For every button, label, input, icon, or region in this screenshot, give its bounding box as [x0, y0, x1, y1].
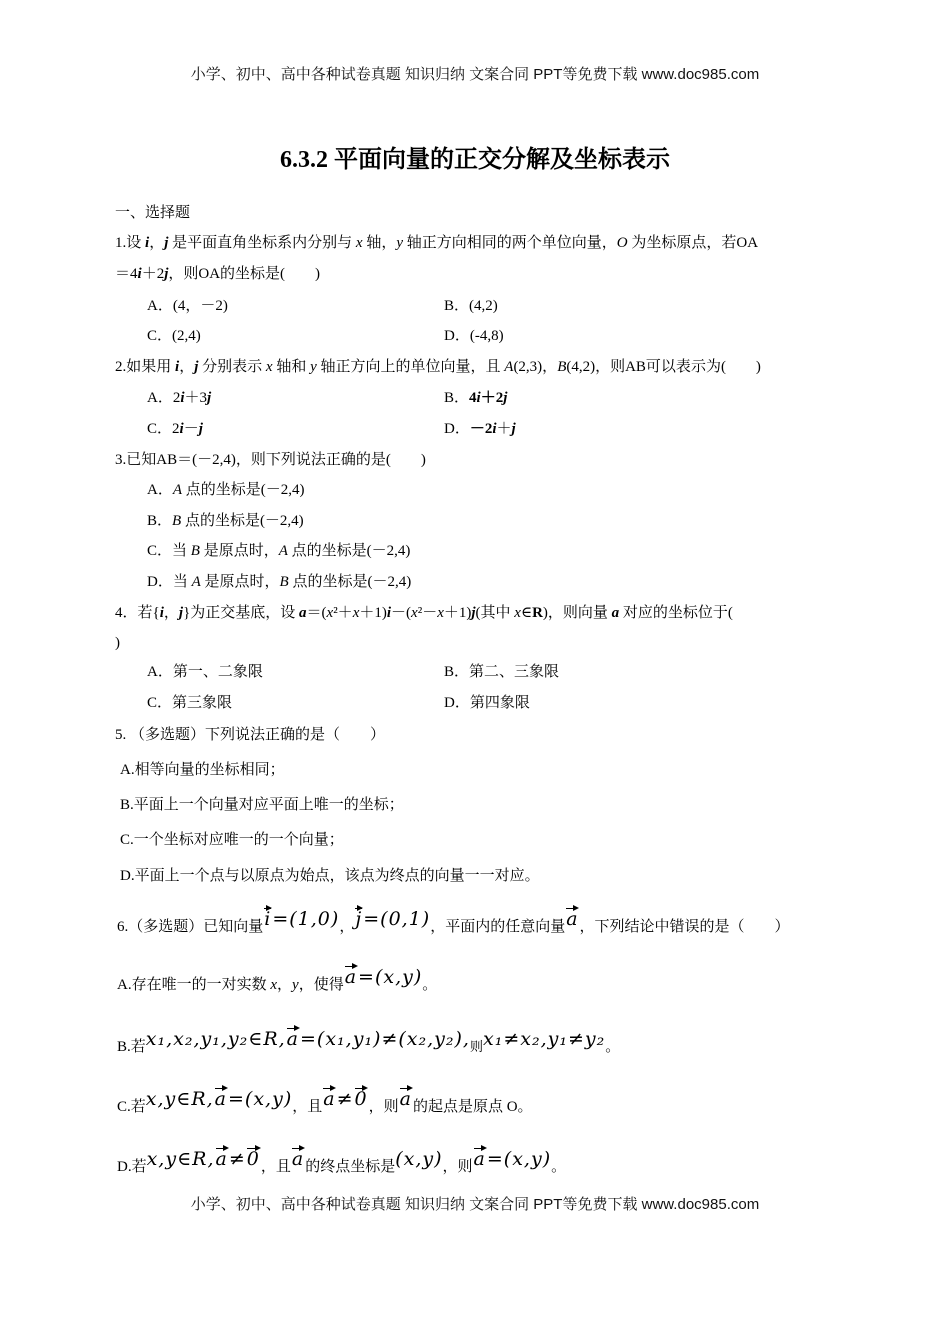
math-expression: x₁≠x₂,y₁≠y₂	[483, 1028, 606, 1050]
option-text: 2	[172, 421, 180, 437]
math-expression: =(x,y)	[228, 1088, 293, 1110]
stem-text: 轴正方向上的单位向量，且	[316, 359, 505, 375]
vector-i: i	[386, 605, 392, 621]
option-label: B．	[444, 298, 470, 314]
vector-a: a	[291, 1148, 305, 1170]
stem-text: ＝(	[306, 605, 327, 621]
option-label: D．	[444, 328, 470, 344]
option-text: 第一、二象限	[172, 664, 263, 680]
vector-i: i	[145, 235, 150, 251]
vector-j: j	[194, 359, 199, 375]
math-expression: (x,y)	[395, 1148, 443, 1170]
point-a: A	[504, 359, 514, 375]
math-expression: =(1,0)	[272, 908, 340, 930]
stem-text: 分别表示	[198, 359, 266, 375]
stem-text: ，	[339, 919, 355, 935]
question-6-option-c	[117, 1090, 533, 1120]
option-text: D.若	[117, 1159, 147, 1175]
vector-a: a	[214, 1088, 227, 1110]
option-label: D．	[147, 574, 173, 590]
option-text: ，使得	[298, 977, 344, 993]
question-1-stem-line-1	[115, 232, 758, 254]
option-text: 4	[469, 390, 477, 406]
vector-a: a	[566, 908, 579, 930]
option-text: 点的坐标是(－2,4)	[181, 513, 304, 529]
math-expression: x,y∈R,	[145, 1088, 214, 1110]
vector-j: j	[198, 421, 203, 437]
option-text: 第四象限	[469, 695, 530, 711]
stem-text: ²＋	[333, 605, 353, 621]
variable-y: y	[292, 977, 299, 993]
point-b: B	[279, 574, 289, 590]
option-text: (2,4)	[172, 328, 201, 344]
vector-a: a	[323, 1088, 336, 1110]
option-text: ＋3	[184, 390, 208, 406]
vector-a: a	[611, 605, 620, 621]
stem-text: ，	[179, 359, 195, 375]
question-2-option-d	[444, 418, 516, 440]
option-label: C．	[147, 328, 173, 344]
question-3-option-c	[147, 540, 410, 562]
option-label: B．	[444, 664, 470, 680]
option-label: A．	[147, 664, 173, 680]
stem-text: (2,3)，	[513, 359, 558, 375]
question-5-option-b: B.平面上一个向量对应平面上唯一的坐标；	[120, 797, 404, 813]
section-heading: 一、选择题	[115, 205, 191, 221]
stem-text: 为坐标原点，若OA	[627, 235, 759, 251]
stem-text: )，则向量	[542, 605, 612, 621]
stem-text: 对应的坐标位于(	[619, 605, 733, 621]
option-text: ＋2	[480, 390, 504, 406]
stem-text: ，平面内的任意向量	[430, 919, 566, 935]
question-1-option-d	[444, 325, 504, 347]
option-text: 当	[172, 574, 192, 590]
question-5-option-a: A.相等向量的坐标相同；	[120, 762, 285, 778]
option-text: 是原点时，	[199, 543, 279, 559]
question-2-option-a	[147, 387, 211, 409]
option-label: B．	[147, 513, 173, 529]
stem-text: ＋1)	[359, 605, 387, 621]
stem-text: 轴，	[362, 235, 397, 251]
stem-text: ∈	[520, 605, 533, 621]
question-1-option-c	[147, 325, 201, 347]
vector-i: i	[159, 605, 164, 621]
option-text: ，且	[260, 1159, 291, 1175]
vector-a: a	[299, 605, 307, 621]
vector-j: j	[471, 605, 476, 621]
option-text: ，且	[292, 1099, 323, 1115]
stem-text: ，则OA的坐标是( )	[168, 266, 321, 282]
question-4-option-a	[147, 661, 263, 683]
question-2-option-b	[444, 387, 507, 409]
variable-x: x	[411, 605, 418, 621]
stem-text: ＋2	[141, 266, 165, 282]
vector-a: a	[399, 1088, 412, 1110]
question-3-option-d	[147, 571, 411, 593]
variable-x: x	[437, 605, 444, 621]
question-6-option-d	[117, 1150, 566, 1180]
vector-j: j	[178, 605, 184, 621]
vector-j: j	[511, 421, 516, 437]
variable-x: x	[352, 605, 360, 621]
option-text: 的起点是原点 O。	[412, 1099, 533, 1115]
option-text: C.若	[117, 1099, 146, 1115]
option-label: A．	[147, 390, 173, 406]
math-expression: x₁,x₂,y₁,y₂∈R,	[145, 1028, 286, 1050]
question-6-stem	[117, 910, 790, 940]
vector-a: a	[286, 1028, 299, 1050]
option-label: A．	[147, 482, 173, 498]
vector-a: a	[215, 1148, 228, 1170]
point-o: O	[616, 235, 628, 251]
vector-i: i	[175, 359, 180, 375]
stem-text: ²－	[417, 605, 438, 621]
question-2-stem	[115, 356, 761, 378]
question-4-option-c	[147, 692, 232, 714]
option-text: 。	[605, 1039, 621, 1055]
zero-vector: 0	[246, 1148, 260, 1170]
math-expression: ≠	[228, 1148, 246, 1170]
option-text: ，	[277, 977, 293, 993]
option-text: 则	[469, 1039, 483, 1054]
point-b: B	[557, 359, 567, 375]
stem-text: ，	[149, 235, 165, 251]
option-text: 点的坐标是(－2,4)	[288, 574, 412, 590]
math-expression: ≠	[336, 1088, 354, 1110]
option-text: 的终点坐标是	[305, 1159, 396, 1175]
question-4-stem-line-2: )	[115, 635, 120, 651]
vector-i: i	[492, 421, 497, 437]
vector-j: j	[164, 266, 169, 282]
option-text: 点的坐标是(－2,4)	[182, 482, 305, 498]
stem-text: －(	[391, 605, 412, 621]
stem-text: ＝4	[115, 266, 138, 282]
math-expression: =(0,1)	[363, 908, 431, 930]
stem-text: 2.如果用	[115, 359, 176, 375]
stem-text: 轴和	[272, 359, 311, 375]
option-text: 当	[172, 543, 191, 559]
option-label: D．	[444, 695, 470, 711]
vector-i: i	[476, 390, 481, 406]
option-label: C．	[147, 421, 173, 437]
option-label: D．	[444, 421, 470, 437]
option-text: ，则	[442, 1159, 473, 1175]
option-text: 。	[422, 977, 438, 993]
option-text: 第三象限	[172, 695, 233, 711]
question-5-stem: 5. （多选题）下列说法正确的是（ ）	[115, 727, 386, 743]
variable-x: x	[326, 605, 334, 621]
math-expression: =(x,y)	[358, 966, 423, 988]
real-numbers-symbol: R	[532, 605, 543, 621]
vector-j: j	[207, 390, 212, 406]
question-1-option-a	[147, 295, 228, 317]
question-5-option-d: D.平面上一个点与以原点为始点，该点为终点的向量一一对应。	[120, 868, 540, 884]
variable-x: x	[514, 605, 521, 621]
variable-y: y	[310, 359, 317, 375]
zero-vector: 0	[354, 1088, 368, 1110]
option-text: 第二、三象限	[469, 664, 560, 680]
option-text: 。	[551, 1159, 567, 1175]
option-text: A.存在唯一的一对实数	[117, 977, 271, 993]
point-a: A	[278, 543, 288, 559]
vector-j: j	[164, 235, 169, 251]
question-4-option-b	[444, 661, 559, 683]
option-label: A．	[147, 298, 173, 314]
math-expression: =(x,y)	[486, 1148, 552, 1170]
vector-i: i	[137, 266, 142, 282]
question-4-stem-line-1	[115, 602, 733, 624]
question-3-option-b	[147, 510, 304, 532]
vector-j: j	[355, 908, 363, 930]
variable-y: y	[396, 235, 403, 251]
question-1-option-b	[444, 295, 498, 317]
stem-text: 轴正方向相同的两个单位向量，	[403, 235, 617, 251]
option-label: C．	[147, 695, 173, 711]
point-b: B	[190, 543, 200, 559]
header-banner: 小学、初中、高中各种试卷真题 知识归纳 文案合同 PPT等免费下载 www.doc985.com	[190, 66, 760, 83]
stem-text: 1.设	[115, 235, 146, 251]
question-5-option-c: C.一个坐标对应唯一的一个向量；	[120, 832, 344, 848]
point-b: B	[172, 513, 182, 529]
page-title: 6.3.2 平面向量的正交分解及坐标表示	[280, 147, 670, 173]
footer-banner: 小学、初中、高中各种试卷真题 知识归纳 文案合同 PPT等免费下载 www.doc985.com	[190, 1196, 760, 1213]
vector-i: i	[179, 421, 184, 437]
option-text: (4,2)	[469, 298, 498, 314]
variable-x: x	[265, 359, 273, 375]
stem-text: ，下列结论中错误的是（ ）	[579, 919, 790, 935]
stem-text: ，	[163, 605, 179, 621]
option-text: －	[183, 421, 199, 437]
stem-text: (4,2)，则AB可以表示为( )	[566, 359, 761, 375]
option-text: B.若	[117, 1039, 146, 1055]
option-text: ＋	[496, 421, 512, 437]
stem-text: 是平面直角坐标系内分别与	[168, 235, 356, 251]
question-6-option-a	[117, 968, 437, 998]
option-label: B．	[444, 390, 470, 406]
question-6-option-b	[117, 1030, 620, 1060]
vector-i: i	[180, 390, 185, 406]
question-3-option-a	[147, 479, 305, 501]
vector-i: i	[264, 908, 272, 930]
math-expression: x,y∈R,	[146, 1148, 215, 1170]
variable-x: x	[270, 977, 278, 993]
option-label: C．	[147, 543, 173, 559]
question-1-stem-line-2	[115, 263, 320, 285]
option-text: 是原点时，	[200, 574, 280, 590]
stem-text: ＋1)	[443, 605, 472, 621]
question-3-stem: 3.已知AB＝(－2,4)，则下列说法正确的是( )	[115, 452, 426, 468]
option-text: (-4,8)	[469, 328, 504, 344]
stem-text: }为正交基底，设	[183, 605, 300, 621]
option-text: (4，－2)	[172, 298, 228, 314]
option-text: 点的坐标是(－2,4)	[287, 543, 411, 559]
point-a: A	[191, 574, 201, 590]
vector-a: a	[473, 1148, 486, 1170]
stem-text: (其中	[475, 605, 515, 621]
variable-x: x	[355, 235, 363, 251]
question-4-option-d	[444, 692, 530, 714]
option-text: －2	[469, 421, 493, 437]
point-a: A	[172, 482, 183, 498]
vector-j: j	[503, 390, 508, 406]
question-2-option-c	[147, 418, 203, 440]
stem-text: 4．若{	[115, 605, 160, 621]
vector-a: a	[344, 966, 358, 988]
option-text: 2	[172, 390, 181, 406]
option-text: ，则	[368, 1099, 399, 1115]
stem-text: 6.（多选题）已知向量	[117, 919, 264, 935]
math-expression: =(x₁,y₁)≠(x₂,y₂),	[300, 1028, 470, 1050]
